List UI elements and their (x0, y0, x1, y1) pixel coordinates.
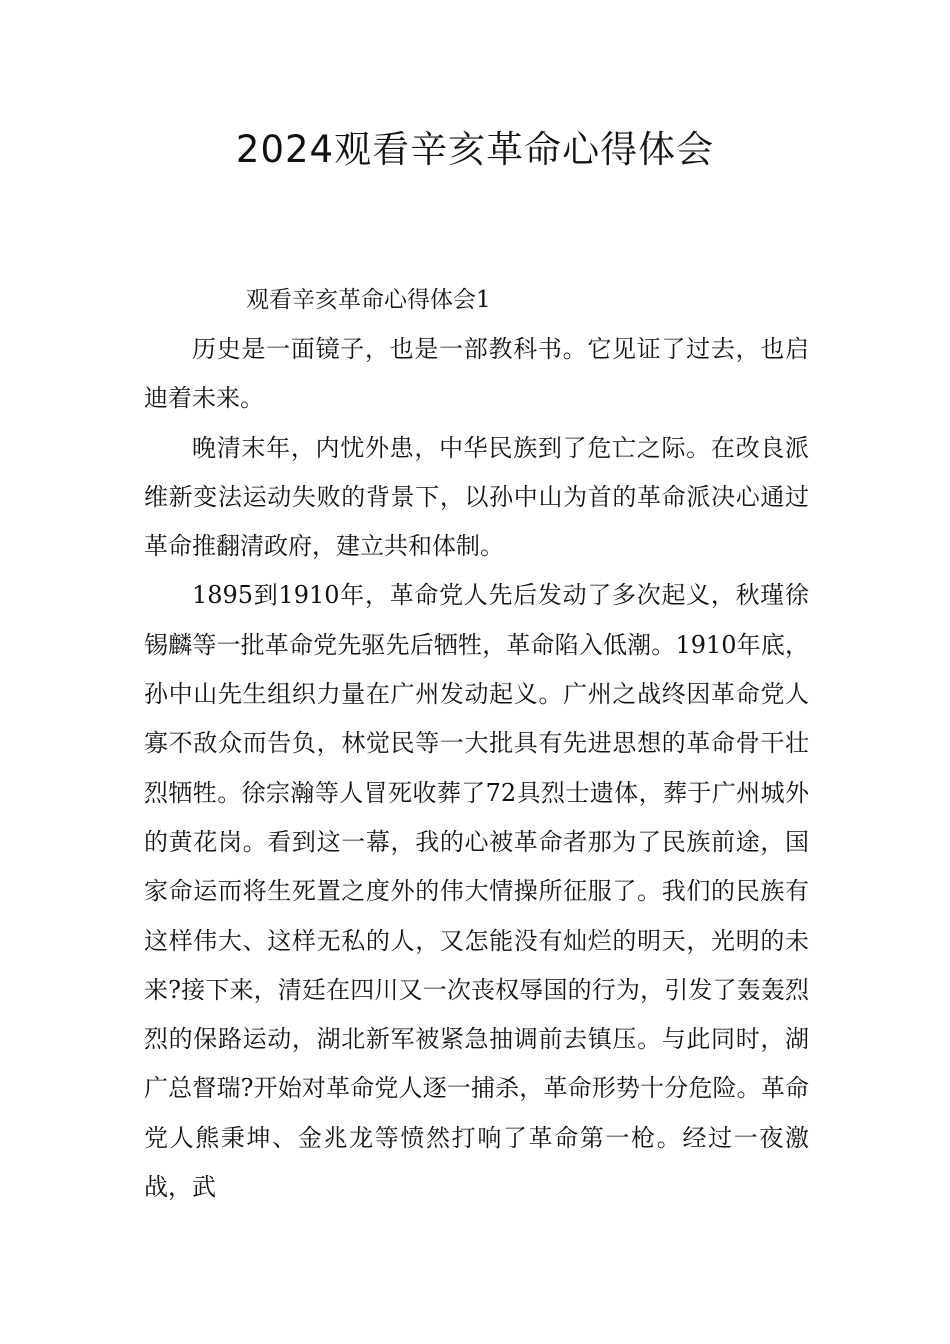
document-title: 2024观看辛亥革命心得体会 (235, 128, 715, 171)
paragraph-1: 历史是一面镜子，也是一部教科书。它见证了过去，也启迪着未来。 (144, 335, 809, 413)
paragraph-2: 晚清末年，内忧外患，中华民族到了危亡之际。在改良派维新变法运动失败的背景下，以孙中山为首的革命派决心通过革命推翻清政府，建立共和体制。 (144, 433, 809, 561)
document-body (144, 325, 809, 1212)
section-heading: 观看辛亥革命心得体会1 (246, 287, 491, 313)
paragraph-3: 1895到1910年，革命党人先后发动了多次起义，秋瑾徐锡麟等一批革命党先驱先后牺牲，革命陷入低潮。1910年底，孙中山先生组织力量在广州发动起义。广州之战终因革命党人寡不敌众而告负，林觉民等一大批具有先进思想的革命骨干壮烈牺牲。徐宗瀚等人冒死收葬了72具烈士遗体，葬于广州城外的黄花岗。看到这一幕，我的心被革命者那为了民族前途，国家命运而将生死置之度外的伟大情操所征服了。我们的民族有这样伟大、这样无私的人，又怎能没有灿烂的明天，光明的未来?接下来，清廷在四川又一次丧权辱国的行为，引发了轰轰烈烈的保路运动，湖北新军被紧急抽调前去镇压。与此同时，湖广总督瑞?开始对革命党人逐一捕杀，革命形势十分危险。革命党人熊秉坤、金兆龙等愤然打响了革命第一枪。经过一夜激战，武 (144, 581, 809, 1202)
